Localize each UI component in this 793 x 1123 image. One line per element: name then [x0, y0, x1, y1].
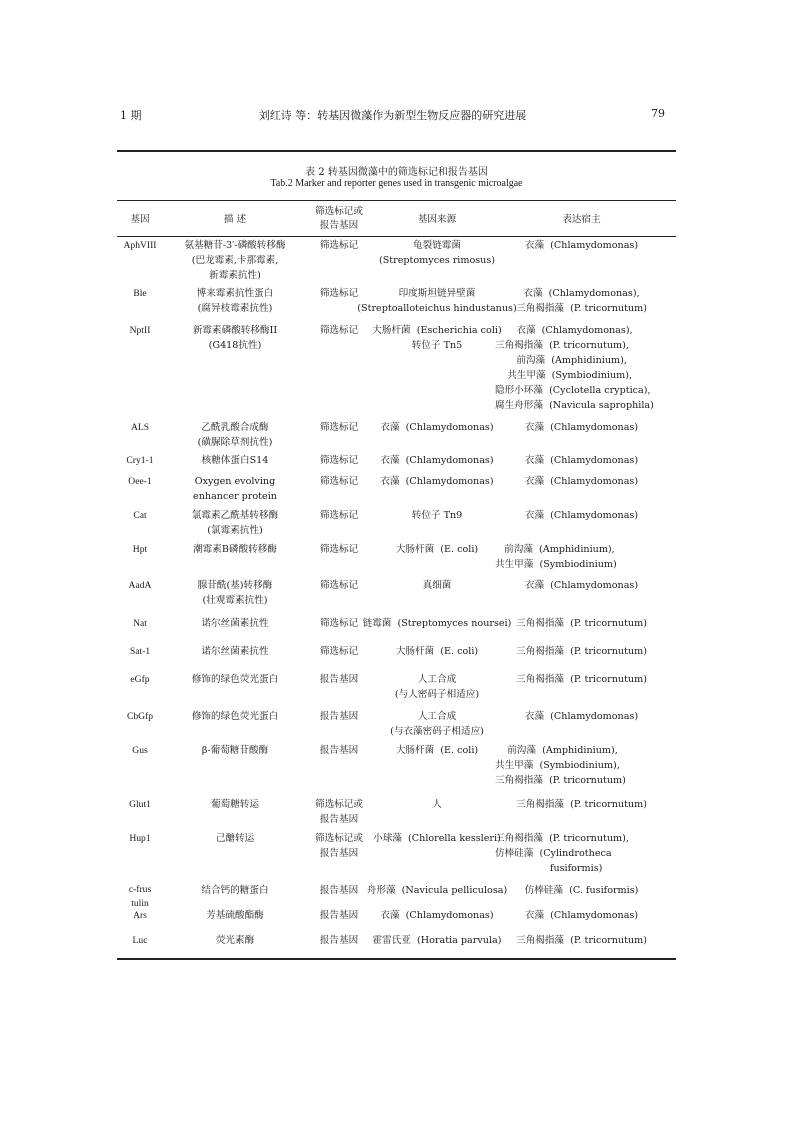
gene-cell: Ble	[133, 288, 147, 299]
type-cell: 报告基因	[319, 745, 359, 756]
page-number: 79	[651, 107, 665, 120]
header-source: 基因来源	[417, 214, 457, 225]
gene-cell: CbGfp	[126, 711, 154, 722]
type-cell: 筛选标记	[319, 510, 359, 521]
host-cell: 衣藻 (Chlamydomonas)	[524, 711, 639, 722]
description-cell: 修饰的绿色荧光蛋白	[191, 674, 279, 685]
host-cell: 衣藻 (Chlamydomonas)	[524, 510, 639, 521]
header-gene: 基因	[130, 214, 150, 225]
source-cell: 大肠杆菌 (E. coli)	[395, 745, 479, 756]
source-cell: 霍雷氏亚 (Horatia parvula)	[372, 935, 502, 946]
description-cell: 葡萄糖转运	[211, 799, 259, 810]
source-cell: 人工合成 (与衣藻密码子相适应)	[390, 711, 484, 737]
description-cell: 诺尔丝菌素抗性	[201, 646, 269, 657]
host-cell: 衣藻 (Chlamydomonas)	[524, 476, 639, 487]
type-cell: 筛选标记或 报告基因	[315, 833, 363, 859]
host-cell: 衣藻 (Chlamydomonas)	[524, 580, 639, 591]
description-cell: 己醣转运	[215, 833, 255, 844]
header-host: 表达宿主	[562, 214, 601, 225]
type-cell: 筛选标记	[319, 240, 359, 251]
type-cell: 筛选标记	[319, 288, 359, 299]
host-cell: 衣藻 (Chlamydomonas), 三角褐指藻 (P. tricornutum), 前沟藻 (Amphidinium), 共生甲藻 (Symbiodinium), 隐形小环藻 (Cyclotella cryptica), 腐生舟形藻 (Navicula saprophila)	[495, 325, 654, 411]
host-cell: 衣藻 (Chlamydomonas)	[524, 455, 639, 466]
description-cell: 腺苷酰(基)转移酶 (壮观霉素抗性)	[197, 580, 273, 606]
gene-cell: Sat-1	[129, 646, 151, 657]
gene-cell: Luc	[132, 935, 148, 946]
type-cell: 报告基因	[319, 711, 359, 722]
description-cell: 新霉素磷酸转移酶II (G418抗性)	[192, 325, 278, 351]
source-cell: 龟裂链霉菌 (Streptomyces rimosus)	[378, 240, 496, 266]
header-description: 描 述	[223, 214, 247, 225]
issue-number: 1 期	[120, 109, 142, 122]
type-cell: 筛选标记	[319, 476, 359, 487]
description-cell: 芳基硫酸酯酶	[206, 910, 264, 921]
host-cell: 前沟藻 (Amphidinium), 共生甲藻 (Symbiodinium), 三角褐指藻 (P. tricornutum)	[495, 745, 626, 786]
article-title: 刘红诗 等：转基因微藻作为新型生物反应器的研究进展	[258, 109, 527, 122]
source-cell: 大肠杆菌 (Escherichia coli) 转位子 Tn5	[372, 325, 502, 351]
description-cell: Oxygen evolving enhancer protein	[193, 476, 277, 502]
gene-cell: c-frus tulin	[128, 884, 152, 909]
host-cell: 三角褐指藻 (P. tricornutum)	[516, 935, 647, 946]
source-cell: 衣藻 (Chlamydomonas)	[380, 422, 494, 433]
type-cell: 报告基因	[319, 910, 359, 921]
gene-cell: Nat	[133, 618, 147, 629]
description-cell: β-葡萄糖苷酸酶	[201, 745, 269, 756]
host-cell: 仿棒硅藻 (C. fusiformis)	[524, 885, 639, 896]
type-cell: 筛选标记	[319, 422, 359, 433]
host-cell: 前沟藻 (Amphidinium), 共生甲藻 (Symbiodinium)	[495, 544, 617, 570]
gene-cell: Cry1-1	[126, 455, 154, 466]
gene-cell: Ars	[133, 910, 147, 921]
type-cell: 筛选标记	[319, 544, 359, 555]
source-cell: 大肠杆菌 (E. coli)	[395, 544, 479, 555]
gene-cell: Hpt	[132, 544, 148, 555]
gene-cell: Glut1	[129, 799, 151, 810]
gene-cell: eGfp	[130, 674, 150, 685]
header-bottom-rule	[117, 236, 676, 237]
source-cell: 人	[432, 799, 442, 810]
description-cell: 核糖体蛋白S14	[201, 455, 269, 466]
type-cell: 筛选标记或 报告基因	[315, 799, 363, 825]
table-caption-en: Tab.2 Marker and reporter genes used in transgenic microalgae	[270, 178, 523, 189]
source-cell: 衣藻 (Chlamydomonas)	[380, 476, 494, 487]
host-cell: 衣藻 (Chlamydomonas), 三角褐指藻 (P. tricornutum)	[516, 288, 647, 314]
table-top-rule	[117, 200, 676, 201]
host-cell: 三角褐指藻 (P. tricornutum)	[516, 674, 647, 685]
source-cell: 印度斯坦链异壁菌 (Streptoalloteichus hindustanus)	[357, 288, 517, 314]
description-cell: 氯霉素乙酰基转移酶 (氯霉素抗性)	[191, 510, 279, 536]
table-caption-zh: 表 2 转基因微藻中的筛选标记和报告基因	[305, 167, 488, 178]
source-cell: 转位子 Tn9	[411, 510, 463, 521]
source-cell: 小球藻 (Chlorella kessleri)	[373, 833, 501, 844]
type-cell: 报告基因	[319, 885, 359, 896]
type-cell: 筛选标记	[319, 618, 359, 629]
host-cell: 三角褐指藻 (P. tricornutum)	[516, 646, 647, 657]
gene-cell: ALS	[130, 422, 150, 433]
description-cell: 潮霉素B磷酸转移酶	[193, 544, 277, 555]
table-bottom-rule	[117, 958, 676, 960]
host-cell: 衣藻 (Chlamydomonas)	[524, 240, 639, 251]
description-cell: 荧光素酶	[215, 935, 255, 946]
source-cell: 衣藻 (Chlamydomonas)	[380, 910, 494, 921]
type-cell: 筛选标记	[319, 646, 359, 657]
header-type: 筛选标记或 报告基因	[315, 206, 363, 231]
source-cell: 人工合成 (与人密码子相适应)	[394, 674, 480, 700]
host-cell: 三角褐指藻 (P. tricornutum)	[516, 618, 647, 629]
running-head	[120, 107, 665, 123]
type-cell: 报告基因	[319, 935, 359, 946]
gene-cell: Gus	[132, 745, 148, 756]
description-cell: 修饰的绿色荧光蛋白	[191, 711, 279, 722]
description-cell: 乙酰乳酸合成酶 (磺脲除草剂抗性)	[197, 422, 273, 448]
description-cell: 诺尔丝菌素抗性	[201, 618, 269, 629]
source-cell: 舟形藻 (Navicula pelliculosa)	[366, 885, 508, 896]
top-rule	[117, 150, 676, 152]
description-cell: 结合钙的糖蛋白	[201, 885, 269, 896]
gene-cell: Cat	[133, 510, 147, 521]
type-cell: 报告基因	[319, 674, 359, 685]
description-cell: 氨基糖苷-3′-磷酸转移酶 (巴龙霉素,卡那霉素, 新霉素抗性)	[184, 240, 286, 281]
gene-cell: AphVIII	[123, 240, 157, 251]
type-cell: 筛选标记	[319, 455, 359, 466]
gene-cell: Oee-1	[128, 476, 152, 487]
description-cell: 博来霉素抗性蛋白 (腐异枝霉素抗性)	[196, 288, 274, 314]
host-cell: 三角褐指藻 (P. tricornutum), 仿棒硅藻 (Cylindrotheca fusiformis)	[495, 833, 629, 874]
gene-cell: Hup1	[129, 833, 151, 844]
host-cell: 衣藻 (Chlamydomonas)	[524, 422, 639, 433]
host-cell: 三角褐指藻 (P. tricornutum)	[516, 799, 647, 810]
type-cell: 筛选标记	[319, 580, 359, 591]
source-cell: 真细菌	[422, 580, 452, 591]
gene-cell: NptII	[129, 325, 151, 336]
source-cell: 链霉菌 (Streptomyces noursei)	[362, 618, 512, 629]
host-cell: 衣藻 (Chlamydomonas)	[524, 910, 639, 921]
type-cell: 筛选标记	[319, 325, 359, 336]
gene-cell: AadA	[128, 580, 152, 591]
source-cell: 衣藻 (Chlamydomonas)	[380, 455, 494, 466]
source-cell: 大肠杆菌 (E. coli)	[395, 646, 479, 657]
